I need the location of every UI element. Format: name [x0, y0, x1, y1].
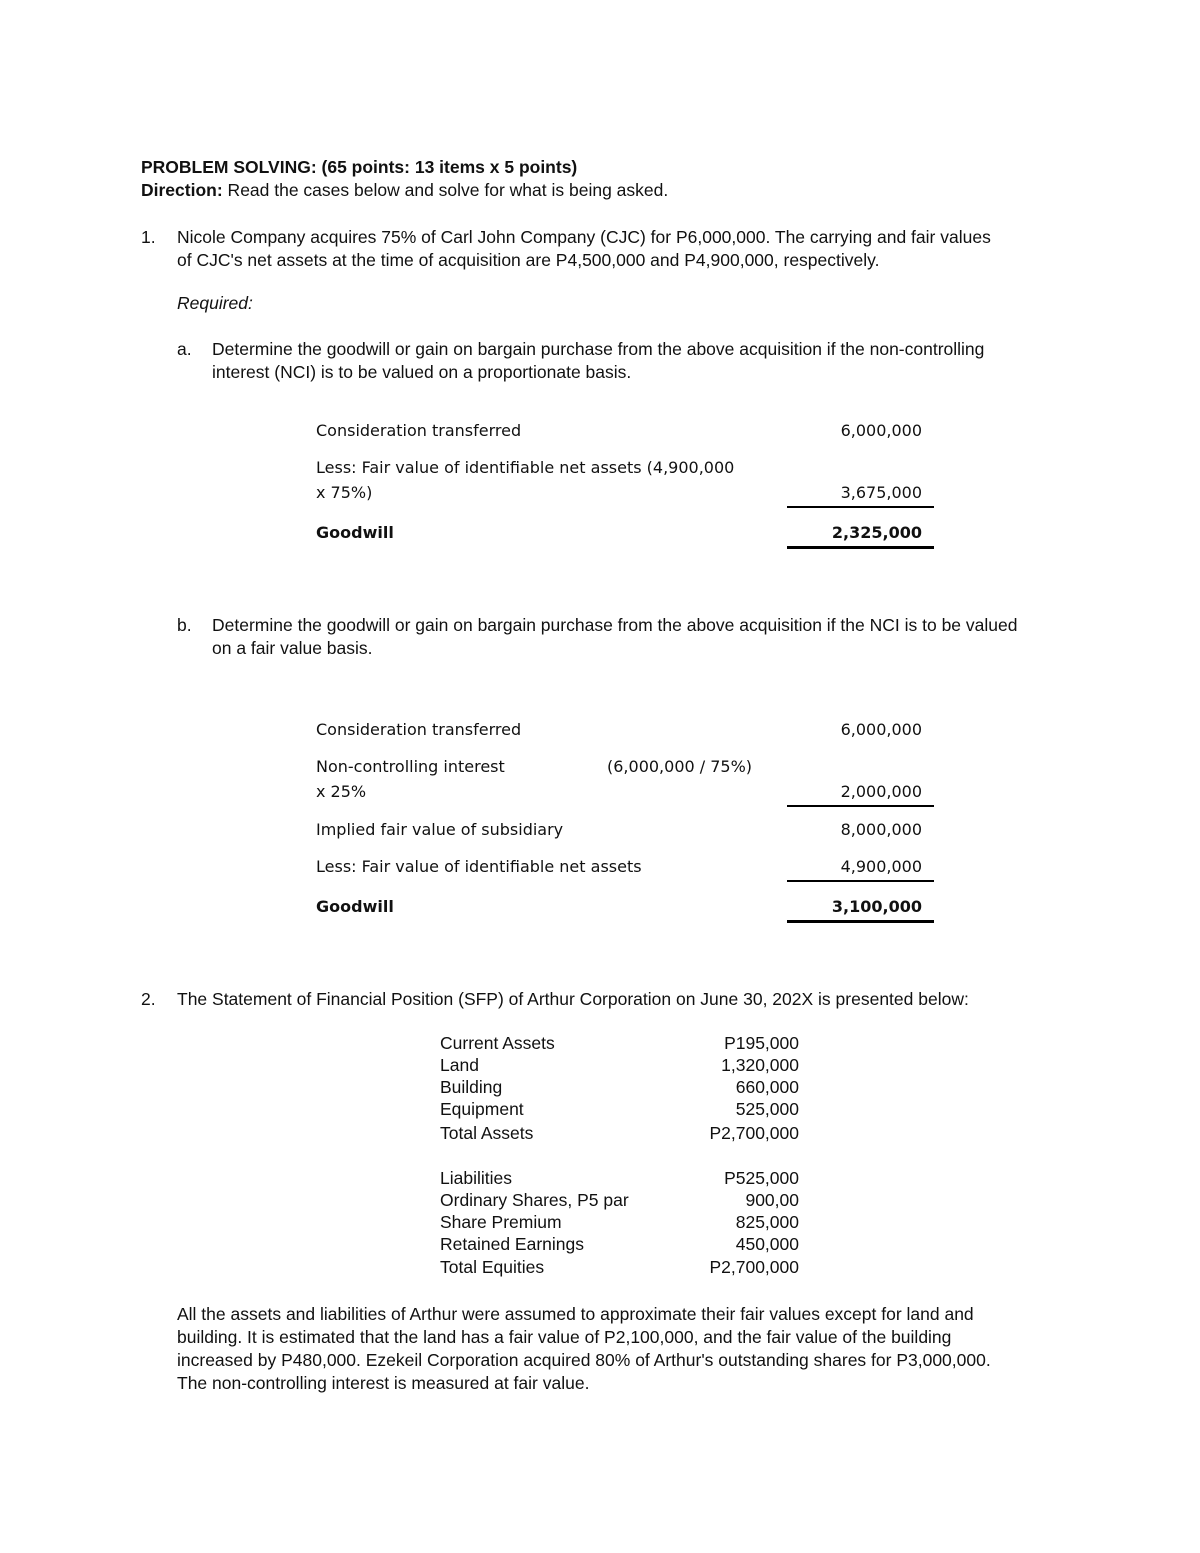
sfp-value: P2,700,000	[709, 1257, 799, 1277]
q1a-text-line1: Determine the goodwill or gain on bargain purchase from the above acquisition if the non-controlling	[212, 339, 985, 359]
table-row-value: 8,000,000	[840, 820, 922, 839]
sfp-label: Equipment	[440, 1099, 524, 1119]
q2-intro: The Statement of Financial Position (SFP) of Arthur Corporation on June 30, 202X is presented below:	[177, 989, 969, 1009]
q1-required: Required:	[177, 293, 253, 313]
table-row-label-cont: x 25%	[316, 782, 367, 801]
table-row-label: Less: Fair value of identifiable net assets	[316, 857, 642, 876]
table-row-label-total: Goodwill	[316, 897, 394, 916]
sfp-label: Ordinary Shares, P5 par	[440, 1190, 629, 1210]
q1-number: 1.	[141, 227, 156, 247]
sfp-label: Building	[440, 1077, 503, 1097]
q2-number: 2.	[141, 989, 156, 1009]
table-row-value: 3,675,000	[840, 483, 922, 502]
sfp-value: 450,000	[735, 1234, 799, 1254]
sfp-label: Retained Earnings	[440, 1234, 584, 1254]
table-row-note: (6,000,000 / 75%)	[607, 757, 753, 776]
table-row-value: 6,000,000	[840, 720, 922, 739]
page-title: PROBLEM SOLVING: (65 points: 13 items x 5 points)	[141, 157, 578, 177]
subtotal-rule	[787, 506, 934, 508]
subtotal-rule	[787, 880, 934, 882]
table-row-label: Implied fair value of subsidiary	[316, 820, 564, 839]
sfp-label: Total Assets	[440, 1123, 534, 1143]
sfp-value: 1,320,000	[721, 1055, 799, 1075]
q1-text-line2: of CJC's net assets at the time of acquisition are P4,500,000 and P4,900,000, respectively.	[177, 250, 880, 270]
subtotal-rule	[787, 805, 934, 807]
q1a-text-line2: interest (NCI) is to be valued on a proportionate basis.	[212, 362, 632, 382]
table-row-value: 2,000,000	[840, 782, 922, 801]
table-row-label: Consideration transferred	[316, 421, 522, 440]
sfp-label: Land	[440, 1055, 479, 1075]
sfp-label: Total Equities	[440, 1257, 545, 1277]
q1b-text-line2: on a fair value basis.	[212, 638, 373, 658]
table-row-label: Less: Fair value of identifiable net assets (4,900,000	[316, 458, 735, 477]
sfp-label: Share Premium	[440, 1212, 562, 1232]
table-row-value: 4,900,000	[840, 857, 922, 876]
direction-line	[141, 180, 668, 201]
sfp-value: P525,000	[724, 1168, 799, 1188]
direction-text: Read the cases below and solve for what is being asked.	[222, 180, 669, 200]
sfp-value: P2,700,000	[709, 1123, 799, 1143]
double-rule	[787, 546, 934, 549]
sfp-label: Liabilities	[440, 1168, 512, 1188]
q1-text-line1: Nicole Company acquires 75% of Carl John Company (CJC) for P6,000,000. The carrying and fair values	[177, 227, 991, 247]
table-row-label-total: Goodwill	[316, 523, 394, 542]
q1b-text-line1: Determine the goodwill or gain on bargain purchase from the above acquisition if the NCI is to be valued	[212, 615, 1018, 635]
sfp-value: 525,000	[735, 1099, 799, 1119]
sfp-label: Current Assets	[440, 1033, 555, 1053]
sfp-value: P195,000	[724, 1033, 799, 1053]
sfp-value: 825,000	[735, 1212, 799, 1232]
table-row-value-total: 3,100,000	[831, 897, 922, 916]
q2-paragraph-line: All the assets and liabilities of Arthur were assumed to approximate their fair values except for land and	[177, 1304, 974, 1324]
sfp-value: 660,000	[735, 1077, 799, 1097]
q1a-letter: a.	[177, 339, 192, 359]
table-row-label: Consideration transferred	[316, 720, 522, 739]
table-row-label: Non-controlling interest	[316, 757, 505, 776]
double-rule	[787, 920, 934, 923]
table-row-value-total: 2,325,000	[831, 523, 922, 542]
table-row-label-cont: x 75%)	[316, 483, 373, 502]
q2-paragraph-line: building. It is estimated that the land has a fair value of P2,100,000, and the fair value of the building	[177, 1327, 952, 1347]
q1b-letter: b.	[177, 615, 192, 635]
direction-label: Direction:	[141, 180, 223, 200]
q2-paragraph-line: increased by P480,000. Ezekeil Corporation acquired 80% of Arthur's outstanding shares for P3,000,000.	[177, 1350, 991, 1370]
table-row-value: 6,000,000	[840, 421, 922, 440]
sfp-value: 900,00	[745, 1190, 799, 1210]
q2-paragraph-line: The non-controlling interest is measured at fair value.	[177, 1373, 590, 1393]
